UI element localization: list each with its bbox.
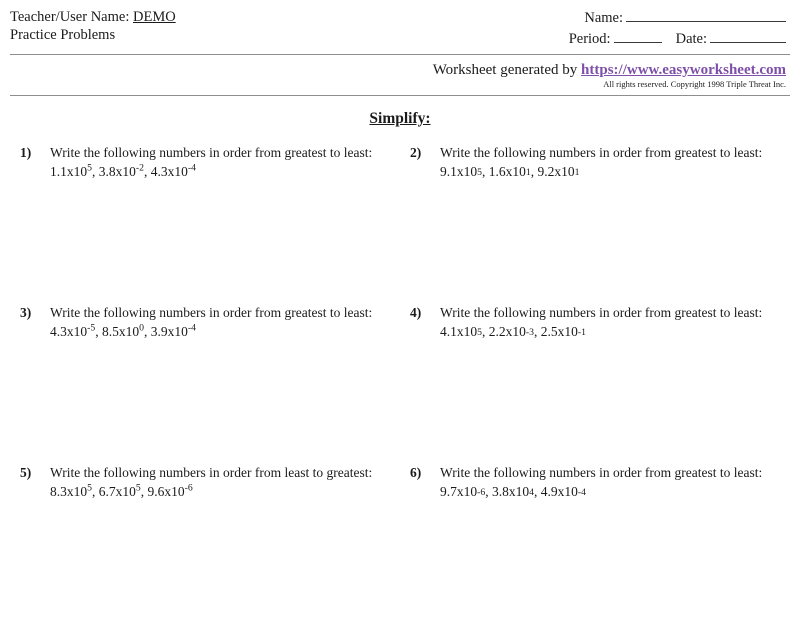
term-mantissa: 8.3x10: [50, 484, 88, 499]
date-label: Date:: [675, 31, 707, 47]
page-title: Simplify:: [369, 110, 431, 127]
student-name-label: Name:: [584, 10, 623, 26]
term-mantissa: 8.5x10: [101, 324, 140, 339]
term-exponent: 4: [529, 487, 534, 499]
term-separator: ,: [143, 324, 151, 339]
term-exponent: 1: [525, 167, 531, 179]
term-exponent: -4: [187, 322, 196, 334]
term-mantissa: 4.3x10: [150, 164, 188, 179]
term-mantissa: 4.3x10: [50, 324, 88, 339]
easyworksheet-link[interactable]: https://www.easyworksheet.com: [581, 62, 786, 78]
term-separator: ,: [91, 484, 99, 499]
term-separator: ,: [481, 164, 489, 179]
term-mantissa: 4.9x10: [540, 484, 578, 499]
term-exponent: 5: [87, 162, 92, 174]
term-exponent: 1: [574, 167, 580, 179]
period-label: Period:: [568, 31, 611, 47]
problem-prompt: Write the following numbers in order from greatest to least:: [440, 305, 763, 320]
problem-values: [50, 483, 394, 500]
teacher-name-label: Teacher/User Name:: [10, 9, 130, 25]
term-exponent: 0: [139, 322, 144, 334]
attribution-block: [10, 55, 790, 90]
problem-4: [400, 304, 790, 464]
problem-values: [50, 163, 394, 180]
period-blank[interactable]: [614, 29, 662, 43]
term-separator: ,: [143, 164, 151, 179]
problem-prompt: Write the following numbers in order from greatest to least:: [50, 145, 373, 160]
problem-row: [10, 464, 790, 624]
problem-body: [440, 304, 790, 340]
term-mantissa: 9.1x10: [440, 164, 478, 179]
problem-6: [400, 464, 790, 624]
term-mantissa: 1.6x10: [488, 164, 526, 179]
teacher-name-line: [10, 8, 176, 26]
problem-row: [10, 144, 790, 304]
problem-number: 3): [20, 305, 32, 320]
problem-3: [10, 304, 400, 464]
problem-2: [400, 144, 790, 304]
header-right-block: [569, 8, 790, 48]
term-mantissa: 3.9x10: [150, 324, 188, 339]
problem-number: 2): [410, 145, 422, 160]
term-exponent: -2: [135, 162, 144, 174]
problem-5: [10, 464, 400, 624]
term-separator: ,: [91, 164, 99, 179]
term-separator: ,: [533, 324, 541, 339]
term-exponent: 5: [87, 482, 92, 494]
term-mantissa: 6.7x10: [98, 484, 136, 499]
problem-prompt: Write the following numbers in order from greatest to least:: [50, 305, 373, 320]
problem-prompt: Write the following numbers in order from greatest to least:: [440, 465, 763, 480]
problem-prompt: Write the following numbers in order from greatest to least:: [440, 145, 763, 160]
teacher-name-value: DEMO: [132, 9, 176, 25]
term-separator: ,: [481, 324, 489, 339]
problem-body: [50, 144, 400, 180]
term-exponent: -6: [184, 482, 193, 494]
date-blank[interactable]: [710, 29, 786, 43]
problem-values: [440, 163, 784, 180]
term-mantissa: 1.1x10: [50, 164, 88, 179]
problem-row: [10, 304, 790, 464]
term-mantissa: 2.2x10: [488, 324, 526, 339]
problem-body: [440, 144, 790, 180]
term-separator: ,: [140, 484, 148, 499]
problem-body: [440, 464, 790, 500]
problem-body: [50, 304, 400, 340]
generated-by-line: [10, 61, 786, 79]
term-mantissa: 2.5x10: [540, 324, 578, 339]
header-left-block: [10, 8, 176, 44]
term-exponent: -4: [187, 162, 196, 174]
term-exponent: -5: [87, 322, 96, 334]
term-separator: ,: [485, 484, 492, 499]
term-mantissa: 4.1x10: [440, 324, 478, 339]
term-exponent: -1: [577, 327, 586, 339]
copyright-line: All rights reserved. Copyright 1998 Triple Threat Inc.: [603, 79, 786, 89]
term-mantissa: 3.8x10: [491, 484, 530, 499]
term-mantissa: 9.2x10: [537, 164, 575, 179]
term-separator: ,: [95, 324, 102, 339]
generated-by-label: Worksheet generated by: [432, 62, 578, 78]
student-name-row: [569, 8, 786, 27]
term-mantissa: 3.8x10: [98, 164, 136, 179]
header-divider-bottom: [10, 95, 790, 96]
problem-values: [50, 323, 394, 340]
problem-1: [10, 144, 400, 304]
term-exponent: -4: [577, 487, 586, 499]
problem-prompt: Write the following numbers in order from least to greatest:: [50, 465, 373, 480]
term-mantissa: 9.6x10: [147, 484, 185, 499]
term-exponent: 5: [477, 327, 482, 339]
period-date-row: [569, 29, 786, 48]
student-name-blank[interactable]: [626, 8, 786, 22]
term-exponent: 5: [135, 482, 141, 494]
worksheet-subtitle: Practice Problems: [10, 27, 116, 43]
worksheet-header: [10, 0, 790, 48]
problem-number: 6): [410, 465, 422, 480]
problem-values: [440, 323, 784, 340]
problem-number: 5): [20, 465, 32, 480]
problem-body: [50, 464, 400, 500]
term-exponent: -6: [477, 487, 486, 499]
problems-grid: [10, 144, 790, 624]
term-mantissa: 9.7x10: [440, 484, 478, 499]
term-exponent: 5: [477, 167, 482, 179]
problem-values: [440, 483, 784, 500]
problem-number: 1): [20, 145, 32, 160]
term-exponent: -3: [525, 327, 534, 339]
term-separator: ,: [530, 164, 538, 179]
problem-number: 4): [410, 305, 422, 320]
term-separator: ,: [533, 484, 541, 499]
